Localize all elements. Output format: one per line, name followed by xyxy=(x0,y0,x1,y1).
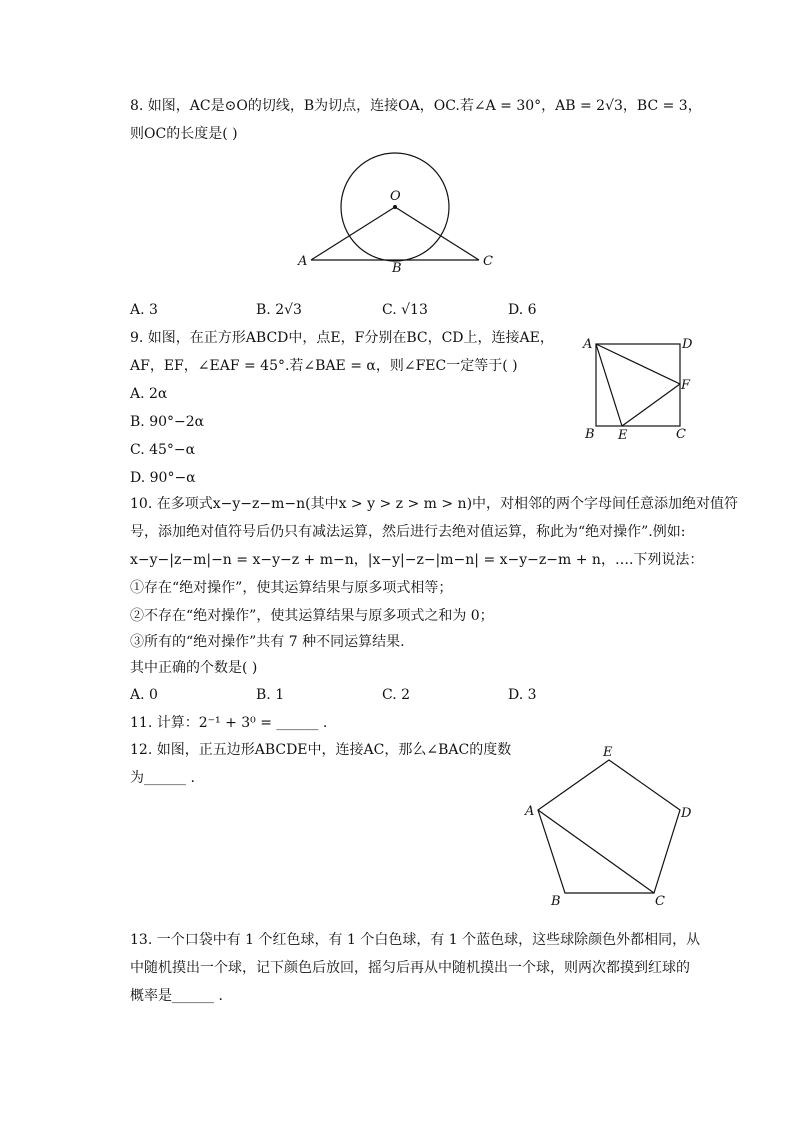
segment-ef xyxy=(622,384,680,426)
q9-line2: AF，EF，∠EAF = 45°.若∠BAE = α，则∠FEC一定等于( ) xyxy=(130,358,518,374)
pentagon-abcde xyxy=(538,760,680,893)
q10-line1: 10. 在多项式x−y−z−m−n(其中x > y > z > m > n)中，对相邻的两个字母间任意添加绝对值符 xyxy=(130,496,739,512)
label-a: A xyxy=(298,254,308,269)
q12-pentagon-figure xyxy=(515,740,705,910)
q10-question: 其中正确的个数是( ) xyxy=(130,660,258,676)
q10-option-b: B. 1 xyxy=(256,687,285,703)
q10-statement-1: ①存在“绝对操作”，使其运算结果与原多项式相等； xyxy=(130,580,453,596)
q10-statement-3: ③所有的“绝对操作”共有 7 种不同运算结果. xyxy=(130,634,405,650)
q10-option-c: C. 2 xyxy=(382,687,411,703)
point-o xyxy=(393,205,397,209)
label-e: E xyxy=(603,745,613,760)
label-c: C xyxy=(483,254,493,269)
q8-option-c: C. √13 xyxy=(382,302,428,318)
q8-option-a: A. 3 xyxy=(130,302,158,318)
label-c: C xyxy=(676,427,686,442)
label-d: D xyxy=(682,337,693,352)
q9-line1: 9. 如图，在正方形ABCD中，点E，F分别在BC，CD上，连接AE， xyxy=(130,330,554,346)
q8-option-d: D. 6 xyxy=(508,302,537,318)
segment-af xyxy=(596,344,680,384)
q13-line2: 中随机摸出一个球，记下颜色后放回，摇匀后再从中随机摸出一个球，则两次都摸到红球的 xyxy=(130,960,690,976)
q13-line1: 13. 一个口袋中有 1 个红色球，有 1 个白色球，有 1 个蓝色球，这些球除颜色外都相同，从 xyxy=(130,932,701,948)
segment-oc xyxy=(395,207,479,260)
segment-ae xyxy=(596,344,622,426)
q10-statement-2: ②不存在“绝对操作”，使其运算结果与原多项式之和为 0； xyxy=(130,608,494,624)
q11-text: 11. 计算：2⁻¹ + 3⁰ = ______ . xyxy=(130,715,328,731)
q9-option-b: B. 90°−2α xyxy=(130,414,205,430)
label-f: F xyxy=(681,378,691,393)
segment-ac xyxy=(538,810,654,893)
q10-option-d: D. 3 xyxy=(508,687,537,703)
segment-oa xyxy=(311,207,395,260)
q8-line2: 则OC的长度是( ) xyxy=(130,126,238,142)
q9-option-c: C. 45°−α xyxy=(130,442,196,458)
q13-line3: 概率是______ . xyxy=(130,988,223,1004)
label-o: O xyxy=(390,189,401,204)
q12-line1: 12. 如图，正五边形ABCDE中，连接AC，那么∠BAC的度数 xyxy=(130,742,512,758)
q10-line3: x−y−|z−m|−n = x−y−z + m−n，|x−y|−z−|m−n| = x−y−z−m + n，….下列说法： xyxy=(130,552,704,568)
q8-line1: 8. 如图，AC是⊙O的切线，B为切点，连接OA，OC.若∠A = 30°，AB = 2√3，BC = 3， xyxy=(130,98,702,114)
q9-option-a: A. 2α xyxy=(130,386,168,402)
label-a: A xyxy=(525,804,535,819)
q10-option-a: A. 0 xyxy=(130,687,158,703)
label-b: B xyxy=(585,427,595,442)
q10-line2: 号，添加绝对值符号后仍只有减法运算，然后进行去绝对值运算，称此为“绝对操作”.例如: xyxy=(130,524,686,540)
q9-square-figure xyxy=(578,332,698,444)
q8-circle-tangent-figure xyxy=(290,150,500,275)
q9-option-d: D. 90°−α xyxy=(130,470,196,486)
label-e: E xyxy=(618,428,628,443)
label-c: C xyxy=(655,894,665,909)
label-a: A xyxy=(583,337,593,352)
q12-line2: 为______ . xyxy=(130,770,195,786)
label-b: B xyxy=(392,261,402,275)
label-b: B xyxy=(551,894,561,909)
q8-option-b: B. 2√3 xyxy=(256,302,302,318)
label-d: D xyxy=(681,806,692,821)
